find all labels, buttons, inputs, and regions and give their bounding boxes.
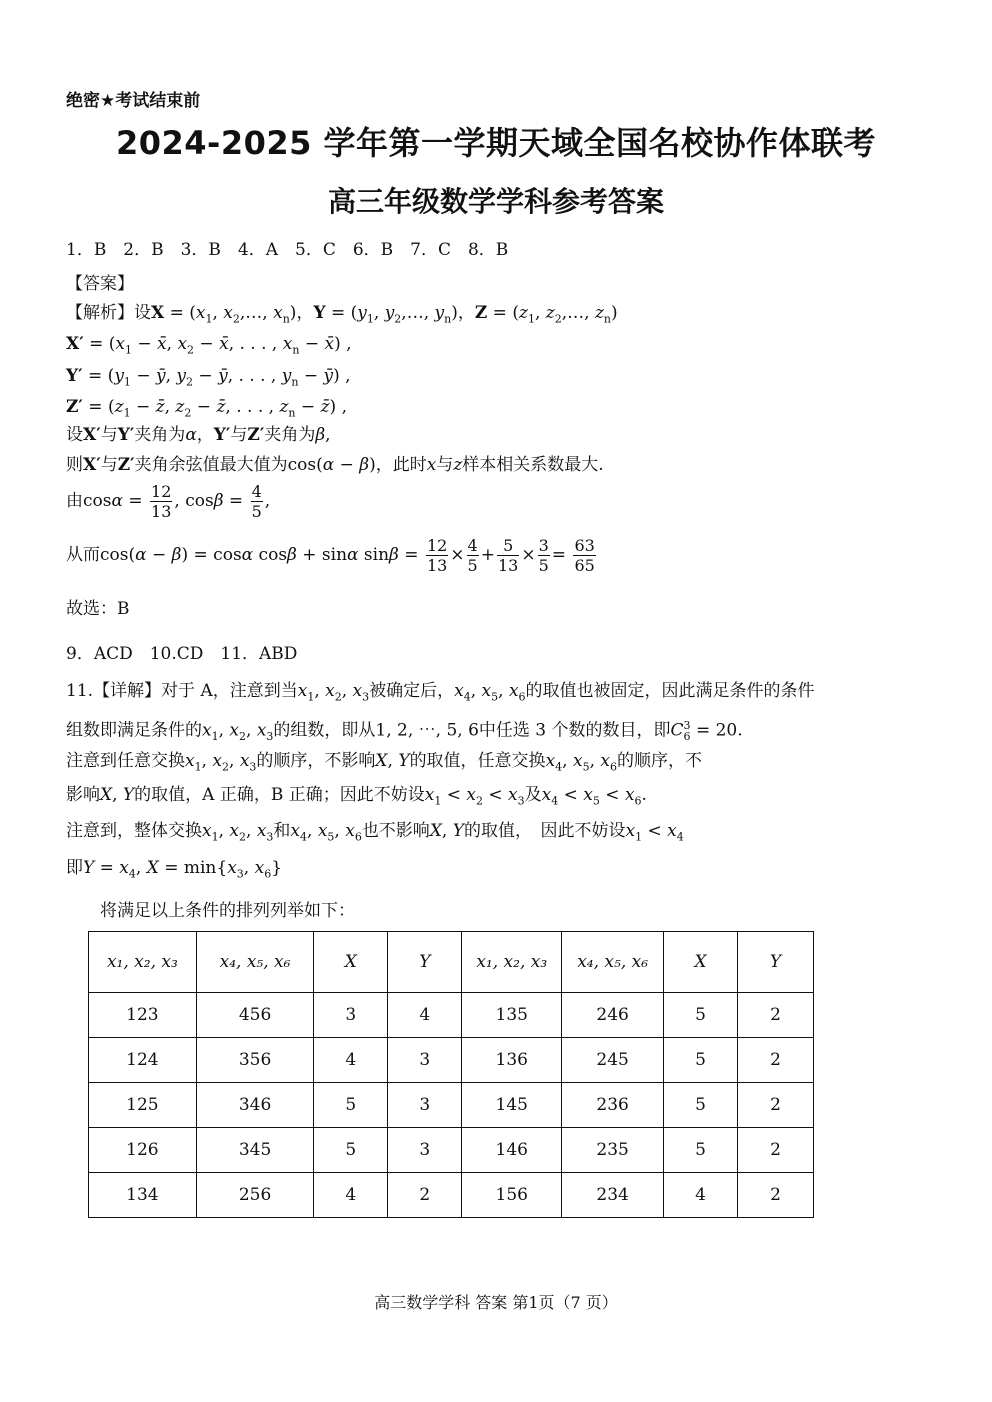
table-header-row [89, 932, 814, 993]
table-row [89, 1083, 814, 1128]
column-header: X [314, 932, 388, 993]
column-header: x₁, x₂, x₃ [462, 932, 562, 993]
table-cell: 2 [388, 1173, 462, 1218]
table-cell: 256 [196, 1173, 314, 1218]
list-intro: 将满足以上条件的排列列举如下： [100, 901, 355, 921]
table-cell: 356 [196, 1038, 314, 1083]
column-header: Y [388, 932, 462, 993]
table-cell: 5 [664, 1083, 738, 1128]
answer-label: 【答案】 [66, 274, 134, 294]
column-header: x₄, x₅, x₆ [196, 932, 314, 993]
table-cell: 5 [314, 1083, 388, 1128]
z-prime-definition: $Z' = (z_1$ − z̄, $z_2$ − z̄, . . . , $z_n$ − z̄) , [66, 397, 347, 420]
page-footer: 高三数学学科 答案 第1页（7 页） [374, 1293, 618, 1312]
table-cell: 5 [664, 1128, 738, 1173]
column-header: x₁, x₂, x₃ [89, 932, 197, 993]
cosine-difference-calculation: 从而cos(α − β) = cosα cosβ + sinα sinβ = $\frac{12}{13}$ × $\frac{4}{5}$ + $\frac{5}{13}$ × $\frac{3}{5}$ = $\frac{63}{65}$ [66, 536, 595, 575]
table-cell: 2 [738, 1173, 814, 1218]
analysis-label: 【解析】设 [66, 303, 151, 323]
max-cosine-statement: 则X′与Z′夹角余弦值最大值为cos(α − β)，此时x与z样本相关系数最大. [66, 455, 604, 475]
table-cell: 3 [388, 1083, 462, 1128]
table-cell: 135 [462, 993, 562, 1038]
table-cell: 5 [664, 1038, 738, 1083]
table-cell: 345 [196, 1128, 314, 1173]
table-cell: 235 [562, 1128, 664, 1173]
detail-line-5: 注意到，整体交换$x_1$, $x_2$, $x_3$和$x_4$, $x_5$, $x_6$也不影响X, Y的取值， 因此不妨设$x_1 < x_4$ [66, 821, 684, 844]
fraction-cos-alpha: $\frac{12}{13}$ [151, 482, 172, 521]
table-row [89, 1128, 814, 1173]
table-row [89, 1038, 814, 1083]
table-cell: 4 [664, 1173, 738, 1218]
table-cell: 2 [738, 1083, 814, 1128]
permutation-table [88, 931, 814, 1218]
detail-line-6: 即$Y = x_4$, $X = \min\{x_3$, $x_6$} [66, 858, 283, 881]
angle-definition: 设X′与Y′夹角为α，Y′与Z′夹角为β, [66, 425, 331, 445]
analysis-definitions: 【解析】设$X = (x_1$, $x_2,\dots$, $x_n$)，$Y = (y_1$, $y_2,\dots$, $y_n$)，$Z = (z_1$, $z_2,\dots$, $z_n$) [66, 303, 618, 326]
table-cell: 2 [738, 1128, 814, 1173]
table-cell: 245 [562, 1038, 664, 1083]
table-cell: 2 [738, 1038, 814, 1083]
table-cell: 4 [314, 1038, 388, 1083]
fraction-result: $\frac{63}{65}$ [574, 536, 595, 575]
fraction-cos-beta: $\frac{4}{5}$ [251, 482, 262, 521]
table-cell: 123 [89, 993, 197, 1038]
table-cell: 456 [196, 993, 314, 1038]
table-cell: 126 [89, 1128, 197, 1173]
column-header: Y [738, 932, 814, 993]
given-cosines: 由cosα = $\frac{12}{13}$ , cosβ = $\frac{4}{5}$ , [66, 482, 271, 521]
exam-title: 2024-2025 学年第一学期天域全国名校协作体联考 [115, 124, 877, 162]
table-cell: 346 [196, 1083, 314, 1128]
table-cell: 3 [314, 993, 388, 1038]
detail-line-2: 组数即满足条件的$x_1$, $x_2$, $x_3$的组数，即从1, 2, ⋯, 5, 6中任选 3 个数的数目，即$C_6^3 = 20$. [66, 719, 743, 744]
analysis-conclusion: 故选：B [66, 599, 130, 619]
detail-line-4: 影响X, Y的取值，A 正确，B 正确；因此不妨设$x_1 < x_2 < x_3$及$x_4 < x_5 < x_6$. [66, 785, 647, 808]
table-cell: 246 [562, 993, 664, 1038]
confidential-label: 绝密★考试结束前 [66, 91, 201, 111]
table-cell: 145 [462, 1083, 562, 1128]
table-cell: 134 [89, 1173, 197, 1218]
table-cell: 236 [562, 1083, 664, 1128]
table-cell: 5 [314, 1128, 388, 1173]
table-cell: 5 [664, 993, 738, 1038]
mc-answers: 1．B 2．B 3．B 4．A 5．C 6．B 7．C 8．B [66, 240, 509, 260]
detail-line-3: 注意到任意交换$x_1$, $x_2$, $x_3$的顺序，不影响X, Y的取值，任意交换$x_4$, $x_5$, $x_6$的顺序，不 [66, 751, 702, 774]
multi-answers: 9．ACD 10.CD 11．ABD [66, 644, 298, 664]
table-cell: 3 [388, 1038, 462, 1083]
table-row [89, 1173, 814, 1218]
table-cell: 125 [89, 1083, 197, 1128]
exam-subtitle: 高三年级数学学科参考答案 [327, 185, 664, 218]
table-cell: 234 [562, 1173, 664, 1218]
y-prime-definition: $Y' = (y_1$ − ȳ, $y_2$ − ȳ, . . . , $y_n$ − ȳ) , [66, 366, 351, 389]
column-header: x₄, x₅, x₆ [562, 932, 664, 993]
detail-line-1: 11.【详解】对于 A，注意到当$x_1$, $x_2$, $x_3$被确定后，$x_4$, $x_5$, $x_6$的取值也被固定，因此满足条件的条件 [66, 681, 815, 704]
table-cell: 3 [388, 1128, 462, 1173]
table-cell: 4 [388, 993, 462, 1038]
table-cell: 124 [89, 1038, 197, 1083]
table-cell: 4 [314, 1173, 388, 1218]
table-cell: 2 [738, 993, 814, 1038]
table-cell: 136 [462, 1038, 562, 1083]
column-header: X [664, 932, 738, 993]
table-cell: 146 [462, 1128, 562, 1173]
table-cell: 156 [462, 1173, 562, 1218]
table-row [89, 993, 814, 1038]
x-prime-definition: $X' = (x_1$ − x̄, $x_2$ − x̄, . . . , $x_n$ − x̄) , [66, 334, 352, 357]
